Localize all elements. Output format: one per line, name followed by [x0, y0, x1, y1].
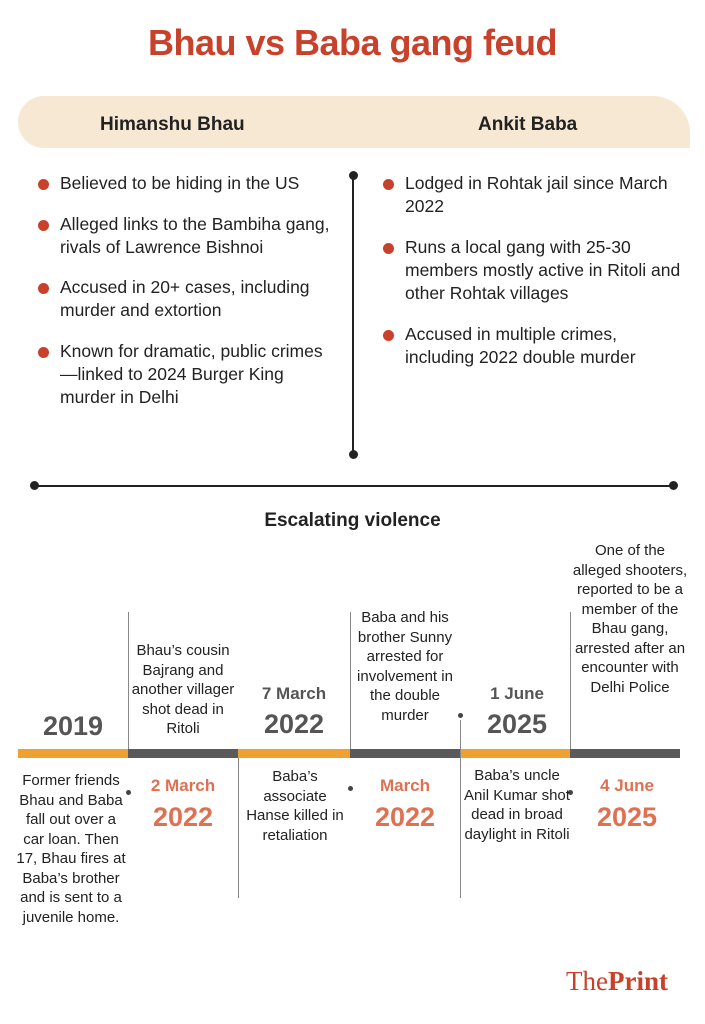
list-item: Believed to be hiding in the US: [36, 172, 336, 195]
bullet-dot-icon: [383, 243, 394, 254]
left-column-heading: Himanshu Bhau: [100, 114, 245, 135]
list-item: Runs a local gang with 25-30 members mostly active in Ritoli and other Rohtak villages: [381, 236, 681, 305]
event-year: 2022: [374, 802, 436, 832]
divider-dot-top: [349, 171, 358, 180]
right-bullet-list: [381, 172, 681, 387]
bullet-dot-icon: [38, 179, 49, 190]
bullet-dot-icon: [38, 283, 49, 294]
bullet-dot-icon: [383, 330, 394, 341]
list-item: Alleged links to the Bambiha gang, rivals of Lawrence Bishnoi: [36, 213, 336, 259]
event-description: Baba’s uncle Anil Kumar shot dead in broad daylight in Ritoli: [464, 767, 570, 843]
list-item: Accused in 20+ cases, including murder and extortion: [36, 276, 336, 322]
bullet-dot-icon: [383, 179, 394, 190]
column-divider: [352, 175, 354, 455]
timeline-tick: [460, 720, 461, 898]
timeline-band-segment: [18, 749, 128, 758]
event-description: Baba’s associate Hanse killed in retaliation: [246, 768, 344, 844]
divider-dot-bottom: [349, 450, 358, 459]
event-year: 2025: [596, 802, 658, 832]
left-bullet-list: [36, 172, 336, 427]
timeline-title: Escalating violence: [264, 510, 441, 531]
event-year: 2025: [486, 709, 548, 739]
event-description: Bhau’s cousin Bajrang and another villager shot dead in Ritoli: [131, 642, 235, 737]
timeline-band-segment: [460, 749, 570, 758]
list-item: Known for dramatic, public crimes—linked to 2024 Burger King murder in Delhi: [36, 340, 336, 409]
event-date: 4 June: [600, 776, 654, 795]
event-description: Former friends Bhau and Baba fall out over a car loan. Then 17, Bhau fires at Baba’s brother and is sent to a juvenile home.: [16, 772, 126, 926]
bullet-dot-icon: [38, 347, 49, 358]
theprint-logo: ThePrint: [566, 966, 668, 996]
timeline-band-segment: [238, 749, 350, 758]
right-column-heading: Ankit Baba: [478, 114, 578, 135]
list-item: Lodged in Rohtak jail since March 2022: [381, 172, 681, 218]
section-divider-dot-right: [669, 481, 678, 490]
event-date: 7 March: [261, 684, 327, 703]
event-description: Baba and his brother Sunny arrested for involvement in the double murder: [357, 609, 453, 724]
event-year: 2019: [42, 711, 104, 741]
event-year: 2022: [263, 709, 325, 739]
timeline-tick: [238, 758, 239, 898]
event-date: March: [379, 776, 431, 795]
event-date: 1 June: [490, 684, 544, 703]
section-divider: [34, 485, 674, 487]
event-year: 2022: [152, 802, 214, 832]
page-title: Bhau vs Baba gang feud: [147, 22, 558, 63]
timeline-band-segment: [570, 749, 680, 758]
event-description: One of the alleged shooters, reported to be a member of the Bhau gang, arrested after an encounter with Delhi Police: [572, 542, 688, 696]
timeline-band-segment: [128, 749, 238, 758]
event-date: 2 March: [150, 776, 216, 795]
bullet-dot-icon: [38, 220, 49, 231]
timeline-band-segment: [350, 749, 460, 758]
section-divider-dot-left: [30, 481, 39, 490]
list-item: Accused in multiple crimes, including 2022 double murder: [381, 323, 681, 369]
